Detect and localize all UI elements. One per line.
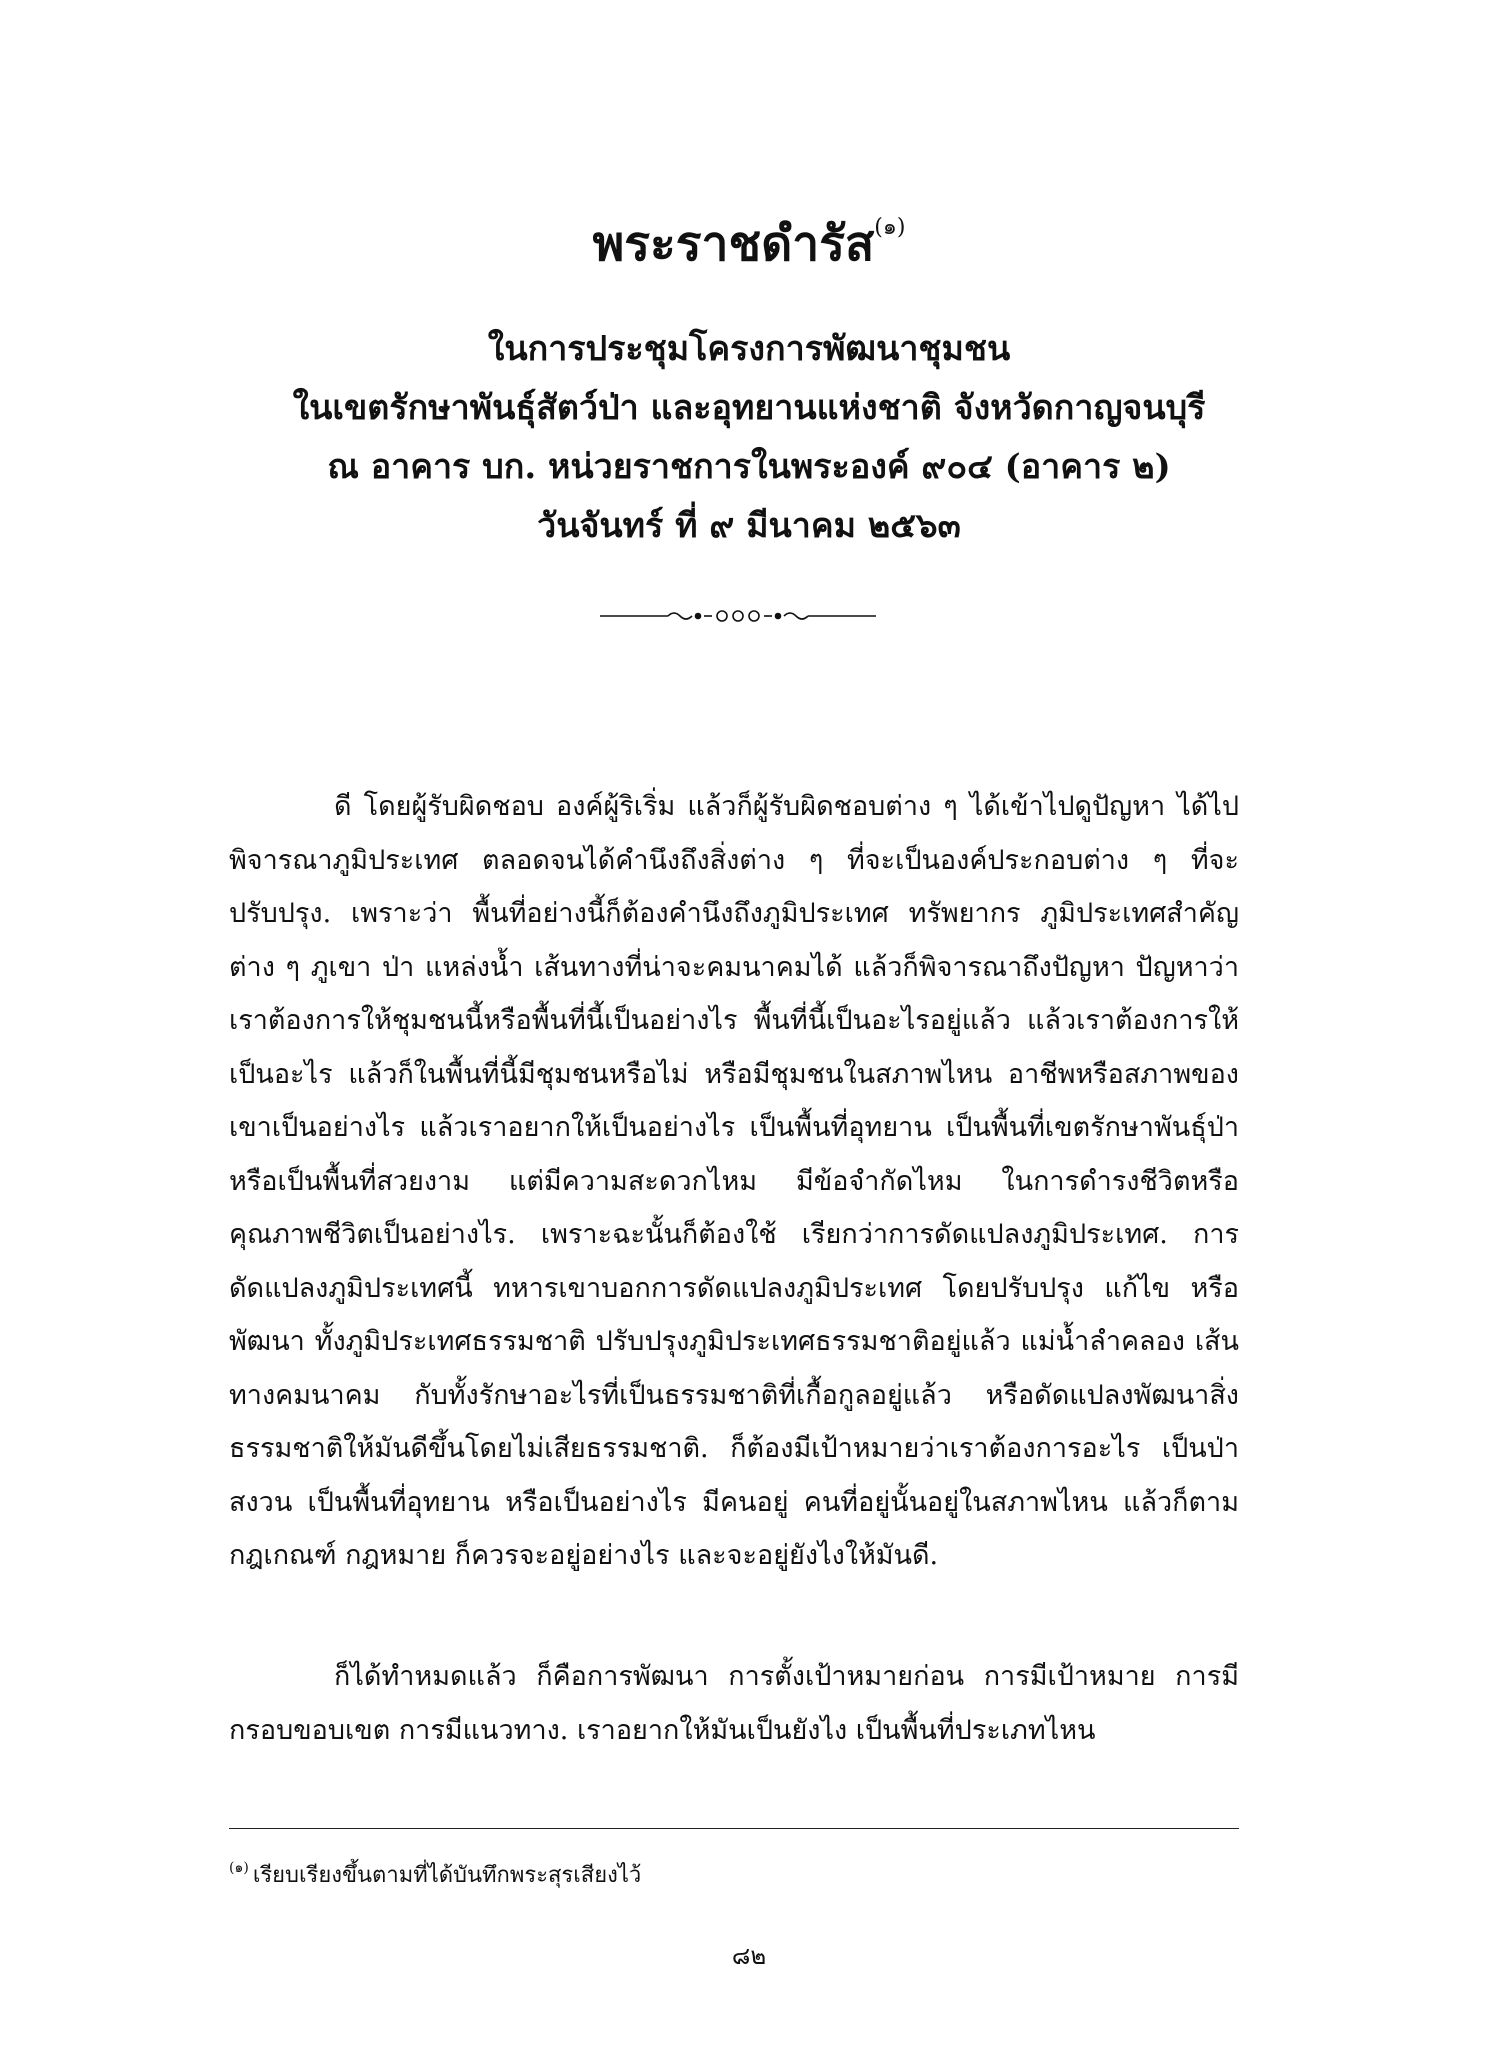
page-number: ๘๒ <box>731 1942 767 1970</box>
decorative-divider-icon <box>598 606 878 626</box>
title-text: พระราชดำรัส <box>592 216 875 272</box>
footnote-marker: (๑) <box>229 1860 249 1876</box>
body-paragraph-2: ก็ได้ทำหมดแล้ว ก็คือการพัฒนา การตั้งเป้าหมายก่อน การมีเป้าหมาย การมีกรอบขอบเขต การมีแนวทาง. เราอยากให้มันเป็นยังไง เป็นพื้นที่ประเภทไหน <box>229 1661 1239 1746</box>
footnote <box>229 1860 1239 1892</box>
subtitle-line-1: ในการประชุมโครงการพัฒนาชุมชน <box>487 329 1011 369</box>
title-footnote-marker[interactable]: (๑) <box>874 215 906 240</box>
footnote-divider <box>229 1828 1239 1829</box>
subtitle-line-3: ณ อาคาร บก. หน่วยราชการในพระองค์ ๙๐๔ (อาคาร ๒) <box>327 447 1171 487</box>
footnote-text: เรียบเรียงขึ้นตามที่ได้บันทึกพระสุรเสียงไว้ <box>252 1863 642 1888</box>
page-title <box>0 212 1498 276</box>
subtitle-line-2: ในเขตรักษาพันธุ์สัตว์ป่า และอุทยานแห่งชาติ จังหวัดกาญจนบุรี <box>292 388 1206 428</box>
subtitle-line-4: วันจันทร์ ที่ ๙ มีนาคม ๒๕๖๓ <box>537 506 961 546</box>
body-paragraph-1: ดี โดยผู้รับผิดชอบ องค์ผู้ริเริ่ม แล้วก็ผู้รับผิดชอบต่าง ๆ ได้เข้าไปดูปัญหา ได้ไปพิจารณาภูมิประเทศ ตลอดจนได้คำนึงถึงสิ่งต่าง ๆ ที่จะเป็นองค์ประกอบต่าง ๆ ที่จะปรับปรุง. เพราะว่า พื้นที่อย่างนี้ก็ต้องคำนึงถึงภูมิประเทศ ทรัพยากร ภูมิประเทศสำคัญต่าง ๆ ภูเขา ป่า แหล่งน้ำ เส้นทางที่น่าจะคมนาคมได้ แล้วก็พิจารณาถึงปัญหา ปัญหาว่าเราต้องการให้ชุมชนนี้หรือพื้นที่นี้เป็นอย่างไร พื้นที่นี้เป็นอะไรอยู่แล้ว แล้วเราต้องการให้เป็นอะไร แล้วก็ในพื้นที่นี้มีชุมชนหรือไม่ หรือมีชุมชนในสภาพไหน อาชีพหรือสภาพของเขาเป็นอย่างไร แล้วเราอยากให้เป็นอย่างไร เป็นพื้นที่อุทยาน เป็นพื้นที่เขตรักษาพันธุ์ป่า หรือเป็นพื้นที่สวยงาม แต่มีความสะดวกไหม มีข้อจำกัดไหม ในการดำรงชีวิตหรือคุณภาพชีวิตเป็นอย่างไร. เพราะฉะนั้นก็ต้องใช้ เรียกว่าการดัดแปลงภูมิประเทศ. การดัดแปลงภูมิประเทศนี้ ทหารเขาบอกการดัดแปลงภูมิประเทศ โดยปรับปรุง แก้ไข หรือพัฒนา ทั้งภูมิประเทศธรรมชาติ ปรับปรุงภูมิประเทศธรรมชาติอยู่แล้ว แม่น้ำลำคลอง เส้นทางคมนาคม กับทั้งรักษาอะไรที่เป็นธรรมชาติที่เกื้อกูลอยู่แล้ว หรือดัดแปลงพัฒนาสิ่งธรรมชาติให้มันดีขึ้นโดยไม่เสียธรรมชาติ. ก็ต้องมีเป้าหมายว่าเราต้องการอะไร เป็นป่าสงวน เป็นพื้นที่อุทยาน หรือเป็นอย่างไร มีคนอยู่ คนที่อยู่นั้นอยู่ในสภาพไหน แล้วก็ตาม กฎเกณฑ์ กฎหมาย ก็ควรจะอยู่อย่างไร และจะอยู่ยังไงให้มันดี. <box>229 791 1239 1571</box>
